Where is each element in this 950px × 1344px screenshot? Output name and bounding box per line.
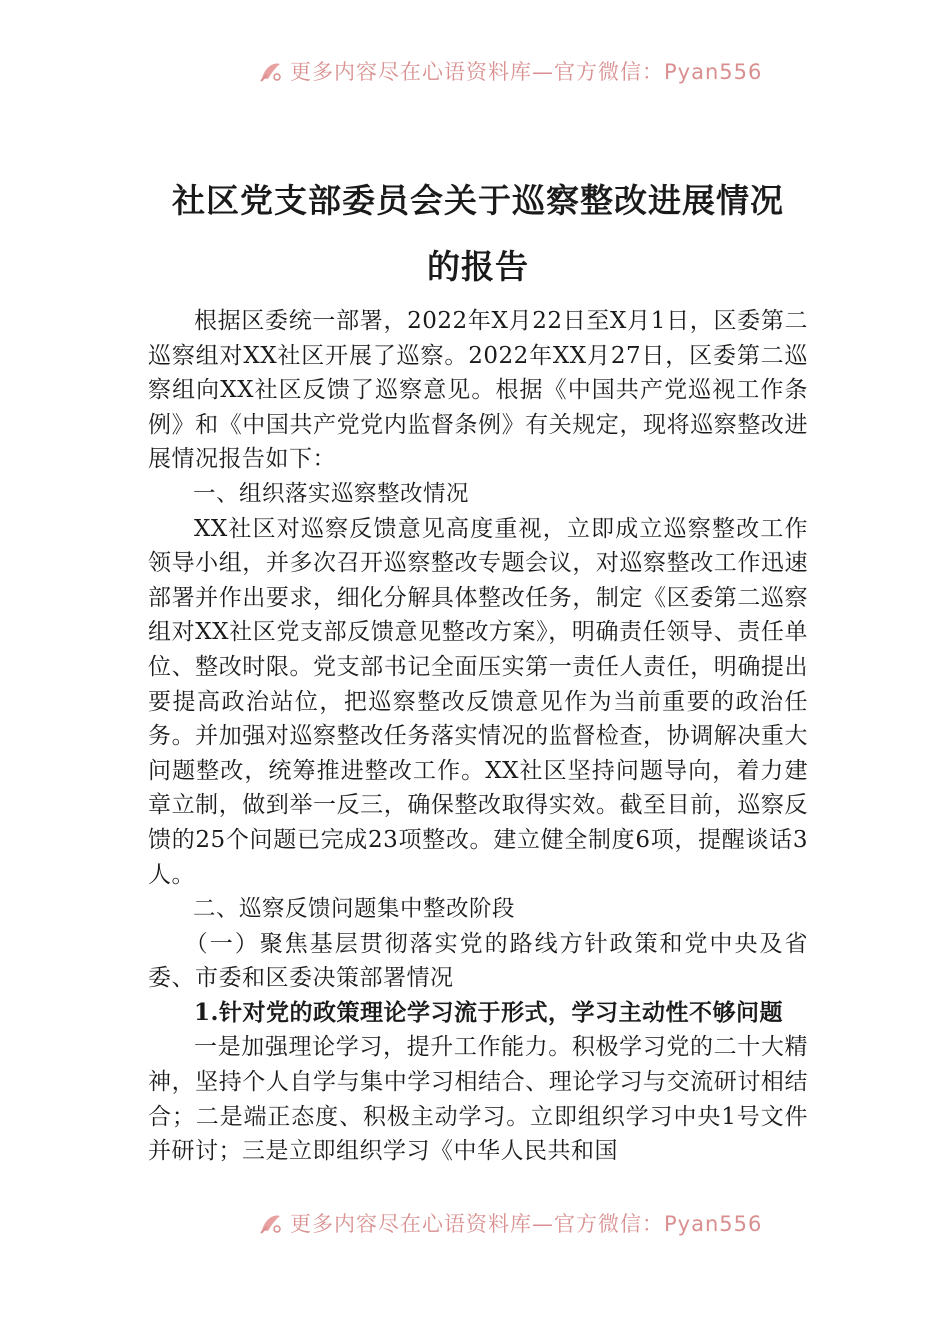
section-heading: 1.针对党的政策理论学习流于形式，学习主动性不够问题 (194, 998, 784, 1026)
document-page (148, 168, 808, 1169)
watermark-text: 更多内容尽在心语资料库—官方微信：Pyan556 (290, 60, 763, 84)
title-line-1: 社区党支部委员会关于巡察整改进展情况 (172, 181, 784, 220)
body-paragraph: 根据区委统一部署，2022年X月22日至X月1日，区委第二巡察组对XX社区开展了巡察。2022年XX月27日，区委第二巡察组向XX社区反馈了巡察意见。根据《中国共产党巡视工作条例》和《中国共产党党内监督条例》有关规定，现将巡察整改进展情况报告如下： (148, 308, 808, 473)
watermark-top (258, 58, 778, 84)
section-heading: 二、巡察反馈问题集中整改阶段 (193, 896, 516, 923)
body-paragraph: 一是加强理论学习，提升工作能力。积极学习党的二十大精神，坚持个人自学与集中学习相结合、理论学习与交流研讨相结合；二是端正态度、积极主动学习。立即组织学习中央1号文件并研讨；三是立即组织学习《中华人民共和国 (148, 1034, 808, 1165)
body-paragraph: XX社区对巡察反馈意见高度重视，立即成立巡察整改工作领导小组，并多次召开巡察整改专题会议，对巡察整改工作迅速部署并作出要求，细化分解具体整改任务，制定《区委第二巡察组对XX社区党支部反馈意见整改方案》，明确责任领导、责任单位、整改时限。党支部书记全面压实第一责任人责任，明确提出要提高政治站位，把巡察整改反馈意见作为当前重要的政治任务。并加强对巡察整改任务落实情况的监督检查，协调解决重大问题整改，统筹推进整改工作。XX社区坚持问题导向，着力建章立制，做到举一反三，确保整改取得实效。截至目前，巡察反馈的25个问题已完成23项整改。建立健全制度6项，提醒谈话3人。 (148, 515, 808, 888)
pen-logo-icon (258, 58, 284, 84)
document-body (148, 304, 808, 1169)
watermark-text: 更多内容尽在心语资料库—官方微信：Pyan556 (290, 1212, 763, 1236)
watermark-bottom (258, 1210, 778, 1236)
section-heading: （一）聚焦基层贯彻落实党的路线方针政策和党中央及省委、市委和区委决策部署情况 (148, 930, 808, 992)
document-title (148, 168, 808, 300)
pen-logo-icon (258, 1210, 284, 1236)
title-line-2: 的报告 (427, 247, 529, 286)
section-heading: 一、组织落实巡察整改情况 (193, 480, 470, 507)
